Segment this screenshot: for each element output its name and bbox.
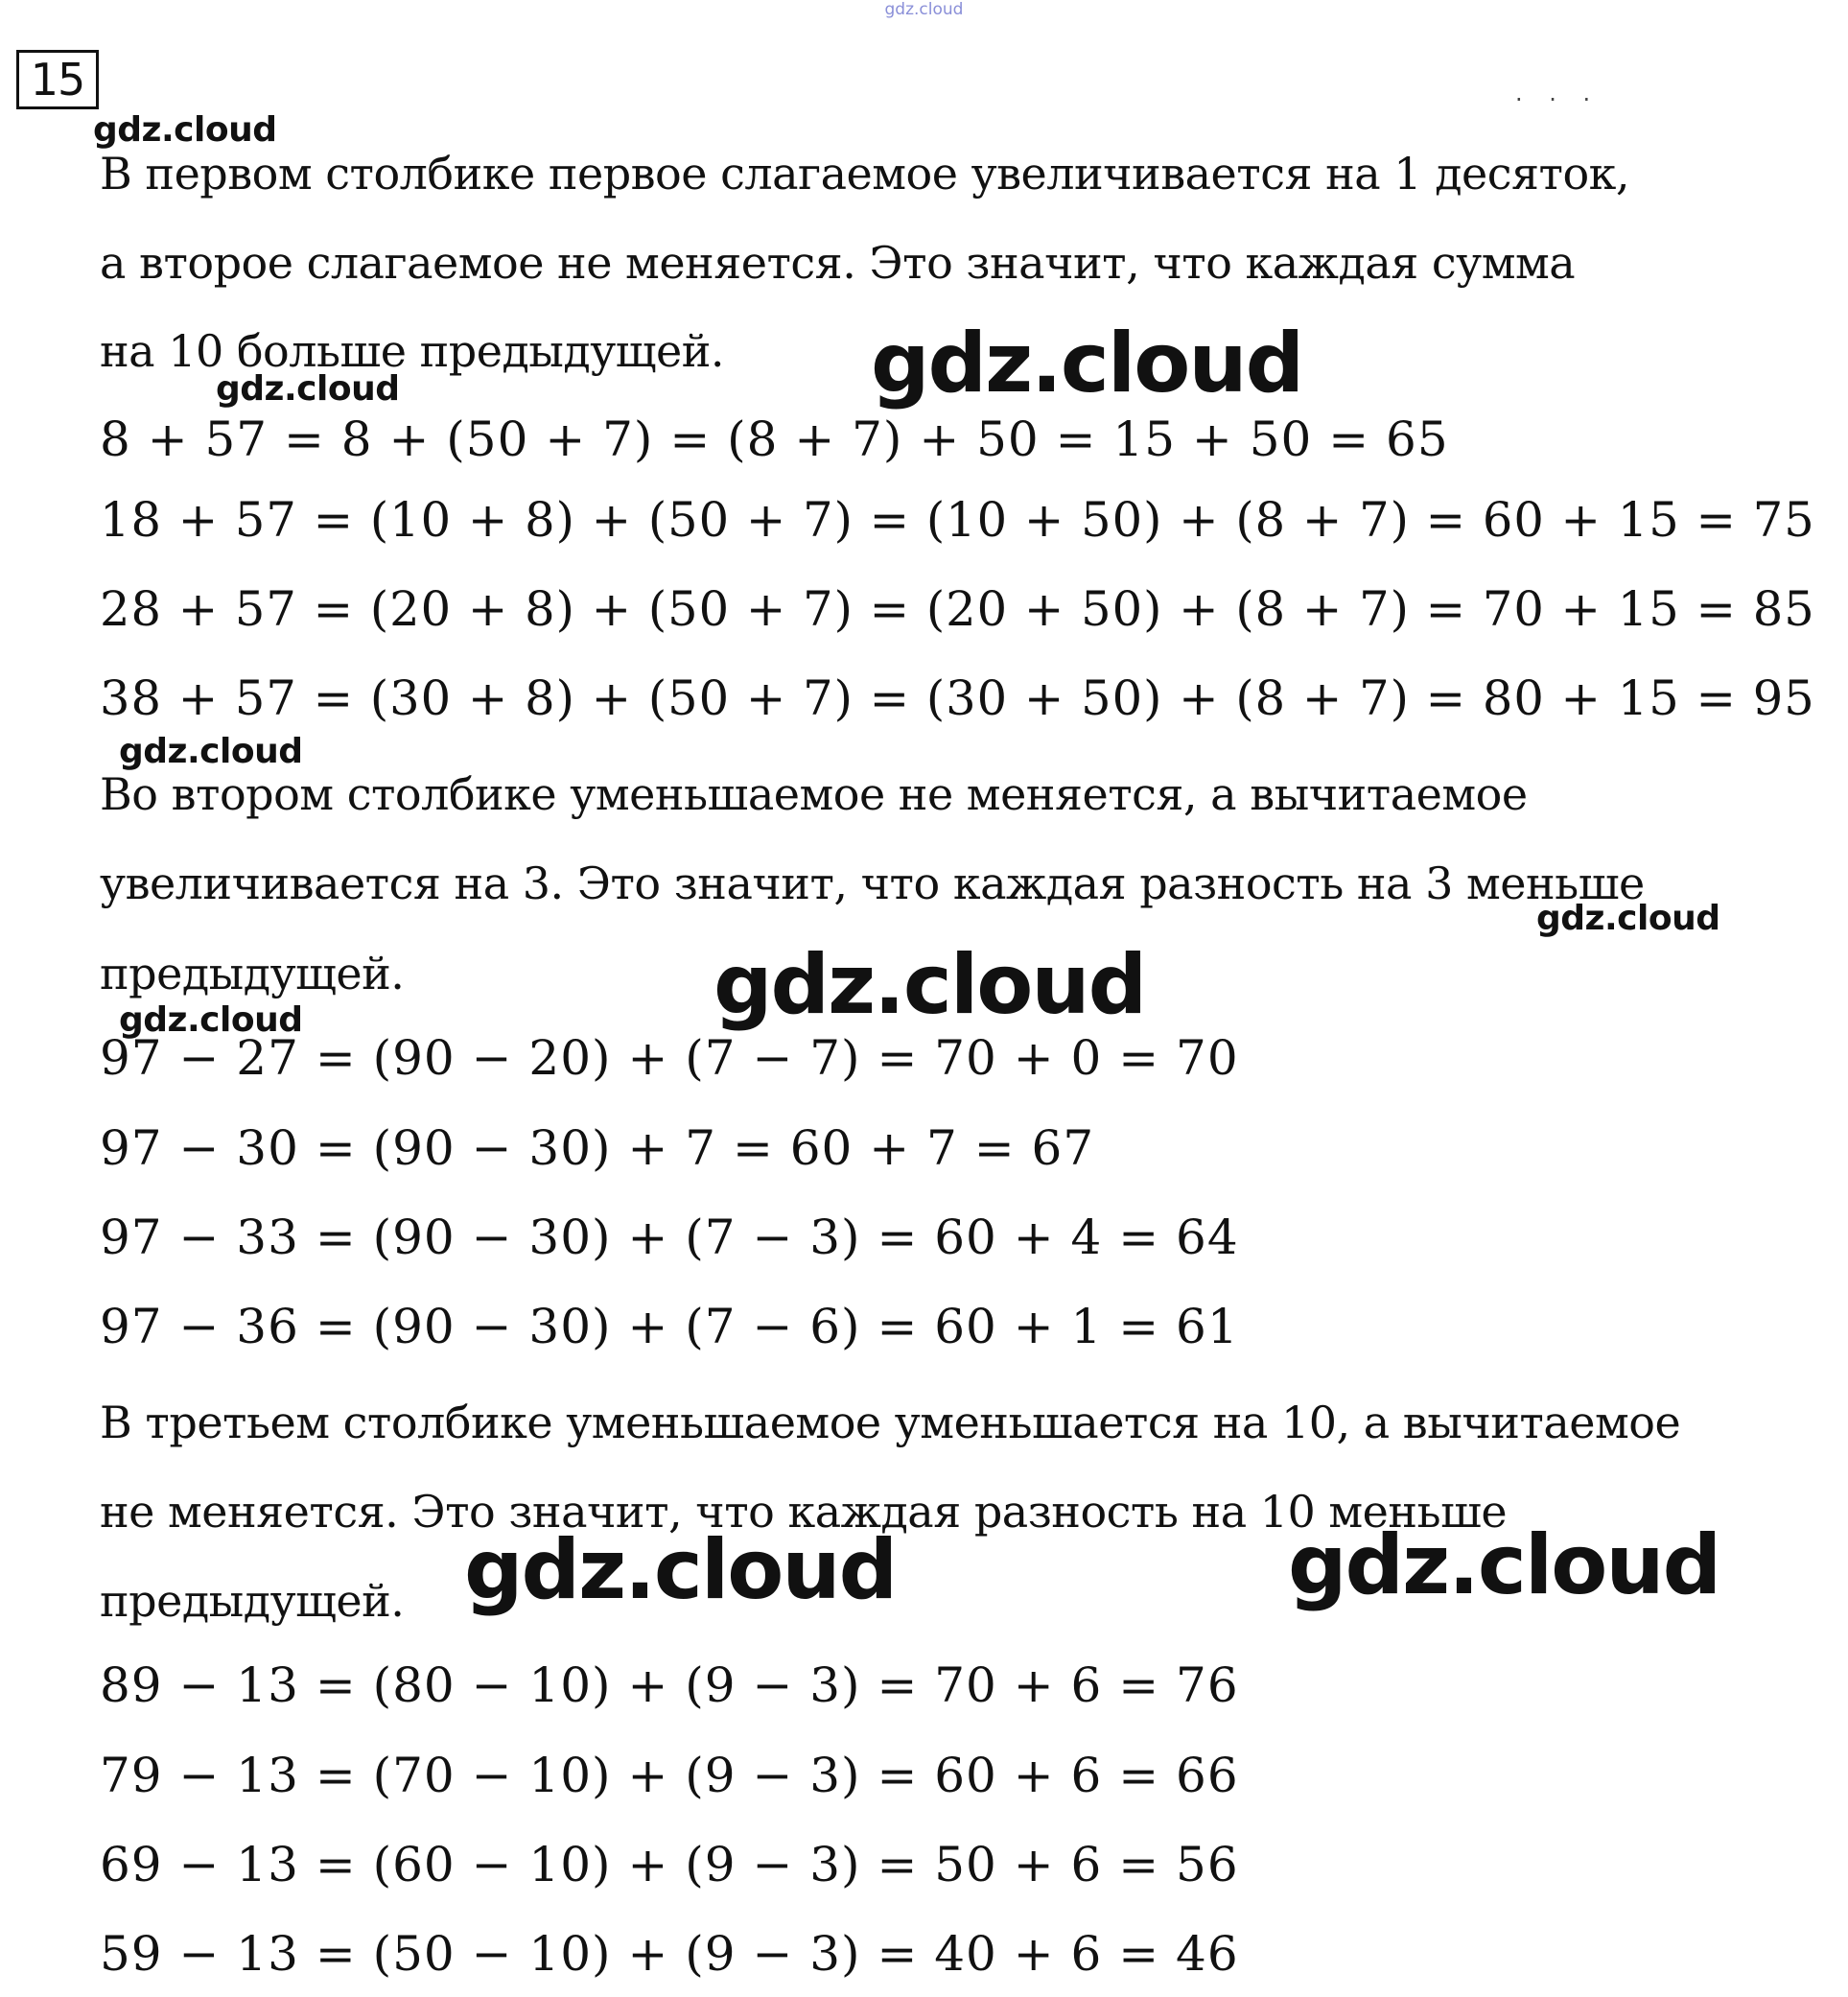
text-line: В первом столбике первое слагаемое увеличивается на 1 десяток,: [100, 148, 1630, 200]
equation-line: 59 − 13 = (50 − 10) + (9 − 3) = 40 + 6 = 46: [100, 1926, 1239, 1982]
text-line: предыдущей.: [100, 1575, 405, 1627]
watermark: gdz.cloud: [871, 316, 1303, 411]
equation-line: 97 − 36 = (90 − 30) + (7 − 6) = 60 + 1 = 61: [100, 1299, 1239, 1354]
watermark: gdz.cloud: [216, 369, 400, 409]
watermark: gdz.cloud: [713, 937, 1146, 1033]
equation-line: 97 − 33 = (90 − 30) + (7 − 3) = 60 + 4 = 64: [100, 1210, 1239, 1265]
top-watermark: gdz.cloud: [884, 0, 964, 19]
watermark: gdz.cloud: [119, 1000, 303, 1040]
text-line: Во втором столбике уменьшаемое не меняется, а вычитаемое: [100, 768, 1528, 820]
text-line: а второе слагаемое не меняется. Это значит, что каждая сумма: [100, 237, 1576, 289]
equation-line: 79 − 13 = (70 − 10) + (9 − 3) = 60 + 6 = 66: [100, 1748, 1239, 1803]
equation-line: 28 + 57 = (20 + 8) + (50 + 7) = (20 + 50) + (8 + 7) = 70 + 15 = 85: [100, 581, 1815, 637]
text-line: не меняется. Это значит, что каждая разность на 10 меньше: [100, 1486, 1508, 1538]
equation-line: 38 + 57 = (30 + 8) + (50 + 7) = (30 + 50) + (8 + 7) = 80 + 15 = 95: [100, 670, 1815, 726]
watermark: gdz.cloud: [464, 1522, 897, 1618]
text-line: на 10 больше предыдущей.: [100, 325, 725, 377]
text-line: В третьем столбике уменьшаемое уменьшается на 10, а вычитаемое: [100, 1397, 1681, 1448]
equation-line: 18 + 57 = (10 + 8) + (50 + 7) = (10 + 50) + (8 + 7) = 60 + 15 = 75: [100, 492, 1815, 548]
equation-line: 97 − 27 = (90 − 20) + (7 − 7) = 70 + 0 = 70: [100, 1030, 1239, 1086]
equation-line: 8 + 57 = 8 + (50 + 7) = (8 + 7) + 50 = 15 + 50 = 65: [100, 411, 1449, 467]
watermark: gdz.cloud: [93, 110, 277, 150]
task-number-box: 15: [16, 50, 99, 109]
watermark: gdz.cloud: [1288, 1517, 1720, 1613]
corner-mark: · · ·: [1515, 86, 1601, 113]
equation-line: 89 − 13 = (80 − 10) + (9 − 3) = 70 + 6 = 76: [100, 1657, 1239, 1713]
equation-line: 69 − 13 = (60 − 10) + (9 − 3) = 50 + 6 = 56: [100, 1837, 1239, 1892]
text-line: увеличивается на 3. Это значит, что каждая разность на 3 меньше: [100, 858, 1645, 909]
equation-line: 97 − 30 = (90 − 30) + 7 = 60 + 7 = 67: [100, 1120, 1095, 1176]
text-line: предыдущей.: [100, 948, 405, 999]
watermark: gdz.cloud: [1536, 899, 1720, 938]
watermark: gdz.cloud: [119, 732, 303, 771]
